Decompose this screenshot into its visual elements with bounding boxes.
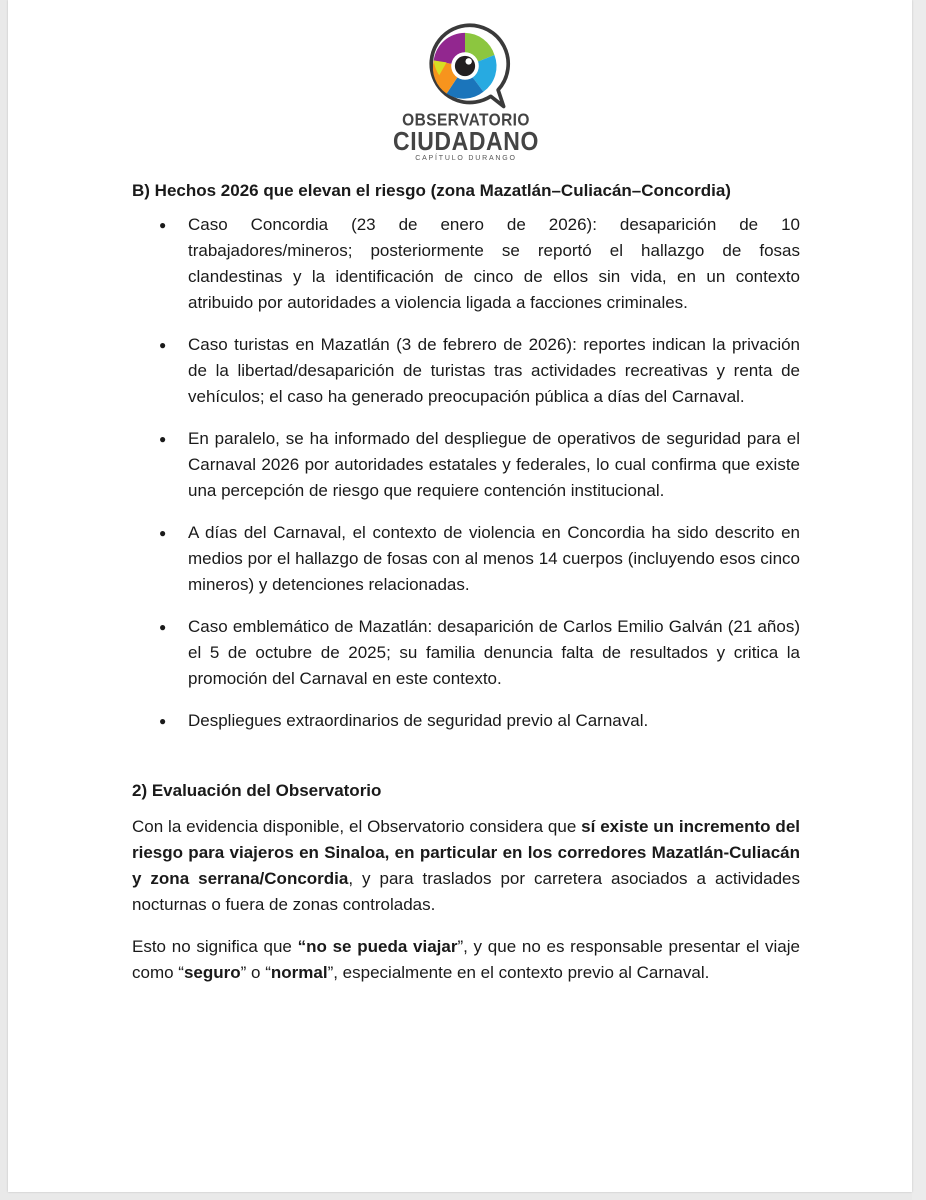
list-item <box>126 212 800 316</box>
bullet-icon: ● <box>159 526 167 540</box>
logo-text-observatorio: OBSERVATORIO <box>402 110 530 131</box>
logo-text-capitulo: CAPÍTULO DURANGO <box>415 155 517 162</box>
list-item-text: A días del Carnaval, el contexto de violencia en Concordia ha sido descrito en medios por el hallazgo de fosas con al menos 14 cuerpos (incluyendo esos cinco mineros) y detenciones relacionadas. <box>188 523 800 594</box>
para-bold-text: sí existe un incremento del riesgo para viajeros en Sinaloa, en particular en los corredores Mazatlán-Culiacán y zona serrana/Concordia <box>132 817 800 888</box>
para-text: ”, y que no es responsable presentar el viaje como “ <box>132 937 800 982</box>
section-2-heading: 2) Evaluación del Observatorio <box>132 781 382 800</box>
para-text: Con la evidencia disponible, el Observatorio considera que <box>132 817 582 836</box>
list-item-text: Caso Concordia (23 de enero de 2026): desaparición de 10 trabajadores/mineros; posteriormente se reportó el hallazgo de fosas clandestinas y la identificación de cinco de ellos sin vida, en un contexto atribuido por autoridades a violencia ligada a facciones criminales. <box>188 215 800 312</box>
list-item <box>126 520 800 598</box>
bullet-icon: ● <box>159 338 167 352</box>
list-item-text: Caso emblemático de Mazatlán: desaparición de Carlos Emilio Galván (21 años) el 5 de octubre de 2025; su familia denuncia falta de resultados y critica la promoción del Carnaval en este contexto. <box>188 617 800 688</box>
viewer-background-edge <box>912 0 926 1200</box>
bullet-icon: ● <box>159 432 167 446</box>
bullet-icon: ● <box>159 620 167 634</box>
list-item-text: En paralelo, se ha informado del despliegue de operativos de seguridad para el Carnaval 2026 por autoridades estatales y federales, lo cual confirma que existe una percepción de riesgo que requiere contención institucional. <box>188 429 800 500</box>
list-item <box>126 614 800 692</box>
eye-logo-icon <box>419 20 511 112</box>
para-text: Esto no significa que <box>132 937 298 956</box>
para-bold-text: seguro <box>183 963 241 982</box>
list-item-text: Despliegues extraordinarios de seguridad previo al Carnaval. <box>188 711 649 730</box>
para-text: ” o “ <box>240 963 271 982</box>
list-item <box>126 708 800 734</box>
list-item <box>126 426 800 504</box>
clarification-paragraph <box>132 934 800 986</box>
para-bold-text: normal <box>270 963 328 982</box>
para-text: ”, especialmente en el contexto previo al Carnaval. <box>327 963 710 982</box>
list-item-text: Caso turistas en Mazatlán (3 de febrero de 2026): reportes indican la privación de la libertad/desaparición de turistas tras actividades recreativas y renta de vehículos; el caso ha generado preocupación pública a días del Carnaval. <box>188 335 800 406</box>
facts-list <box>126 212 800 734</box>
observatorio-logo <box>386 20 546 170</box>
bullet-icon: ● <box>159 218 167 232</box>
evaluation-paragraph <box>132 814 800 918</box>
bullet-icon: ● <box>159 714 167 728</box>
section-2 <box>132 778 800 986</box>
para-text: , y para traslados por carretera asociados a actividades nocturnas o fuera de zonas controladas. <box>132 869 800 914</box>
section-b-heading: B) Hechos 2026 que elevan el riesgo (zona Mazatlán–Culiacán–Concordia) <box>132 181 731 200</box>
list-item <box>126 332 800 410</box>
document-content <box>126 178 800 1002</box>
para-bold-text: “no se pueda viajar <box>297 937 458 956</box>
logo-text-ciudadano: CIUDADANO <box>393 126 539 156</box>
